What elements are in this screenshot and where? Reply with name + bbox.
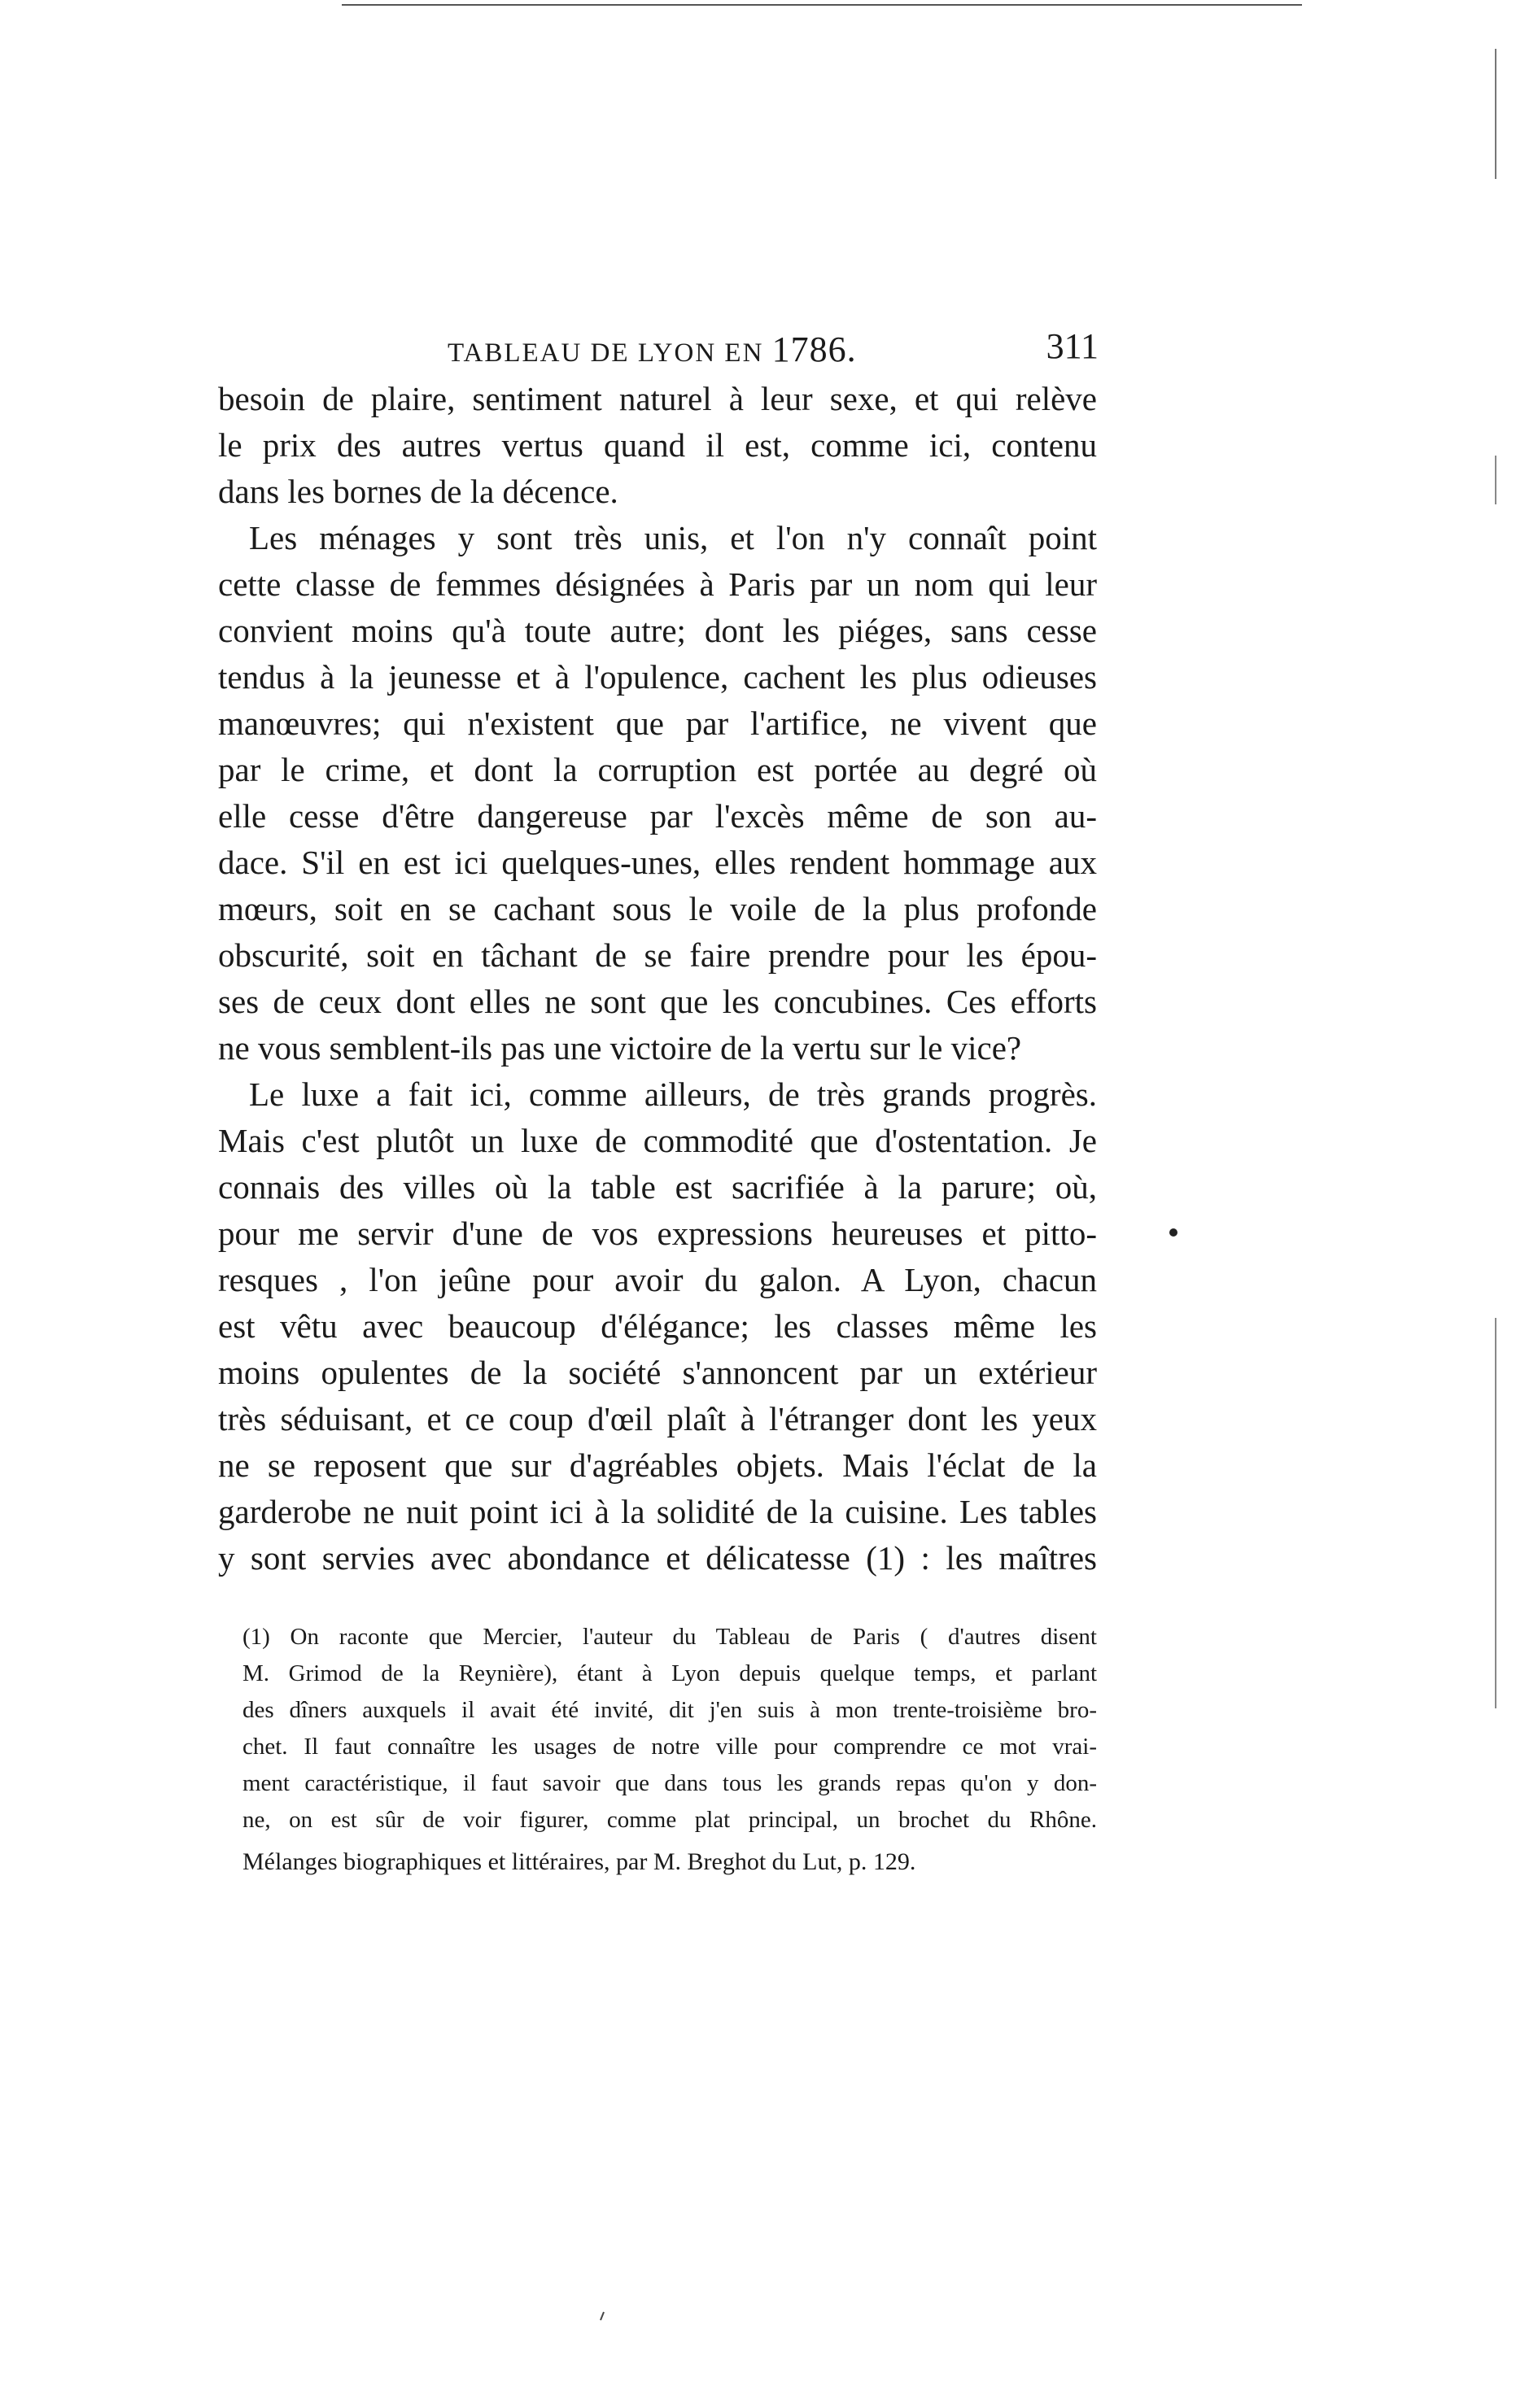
text-line: resques , l'on jeûne pour avoir du galon. A Lyon, chacun [218,1261,1097,1298]
text-line: y sont servies avec abondance et délicatesse (1) : les maîtres [218,1539,1097,1577]
running-title [448,329,857,370]
text-line: Le luxe a fait ici, comme ailleurs, de très grands progrès. [249,1075,1097,1113]
text-line: garderobe ne nuit point ici à la solidité de la cuisine. Les tables [218,1493,1097,1530]
text-line: très séduisant, et ce coup d'œil plaît à l'étranger dont les yeux [218,1400,1097,1437]
text-line: moins opulentes de la société s'annoncent par un extérieur [218,1354,1097,1391]
page-number: 311 [1046,326,1099,366]
text-line: convient moins qu'à toute autre; dont les piéges, sans cesse [218,612,1097,649]
text-line: Mais c'est plutôt un luxe de commodité que d'ostentation. Je [218,1122,1097,1159]
text-line: est vêtu avec beaucoup d'élégance; les classes même les [218,1307,1097,1345]
text-line: dace. S'il en est ici quelques-unes, elles rendent hommage aux [218,844,1097,881]
footnote-source: Mélanges biographiques et littéraires, par M. Breghot du Lut, p. 129. [242,1848,916,1875]
text-line: obscurité, soit en tâchant de se faire prendre pour les épou- [218,936,1097,974]
text-line: le prix des autres vertus quand il est, comme ici, contenu [218,426,1097,464]
stray-dot [1169,1228,1177,1237]
footnotes [242,1619,1097,1880]
text-line: manœuvres; qui n'existent que par l'artifice, ne vivent que [218,705,1097,742]
text-line: mœurs, soit en se cachant sous le voile de la plus profonde [218,890,1097,927]
body-text [218,376,1097,1581]
text-line: connais des villes où la table est sacrifiée à la parure; où, [218,1168,1097,1206]
footnote-line: M. Grimod de la Reynière), étant à Lyon depuis quelque temps, et parlant [242,1660,1097,1686]
footnote-line: chet. Il faut connaître les usages de notre ville pour comprendre ce mot vrai- [242,1734,1097,1760]
text-line: Les ménages y sont très unis, et l'on n'y connaît point [249,519,1097,556]
text-line: par le crime, et dont la corruption est portée au degré où [218,751,1097,788]
text-line: cette classe de femmes désignées à Paris par un nom qui leur [218,565,1097,603]
text-line: dans les bornes de la décence. [218,473,618,510]
running-title-year: 1786. [771,329,857,369]
text-line: besoin de plaire, sentiment naturel à leur sexe, et qui relève [218,380,1097,417]
footnote-line: ne, on est sûr de voir figurer, comme plat principal, un brochet du Rhône. [242,1807,1097,1833]
text-line: ne vous semblent-ils pas une victoire de la vertu sur le vice? [218,1029,1022,1067]
text-line: ne se reposent que sur d'agréables objets. Mais l'éclat de la [218,1446,1097,1484]
stray-mark [601,2312,604,2320]
page-header [448,325,1099,374]
text-line: tendus à la jeunesse et à l'opulence, cachent les plus odieuses [218,658,1097,696]
footnote-line: des dîners auxquels il avait été invité, dit j'en suis à mon trente-troisième bro- [242,1697,1097,1723]
footnote-line: ment caractéristique, il faut savoir que dans tous les grands repas qu'on y don- [242,1770,1097,1796]
text-line: ses de ceux dont elles ne sont que les concubines. Ces efforts [218,983,1097,1020]
running-title-text: TABLEAU DE LYON EN [448,338,764,368]
footnote-line: (1) On raconte que Mercier, l'auteur du Tableau de Paris ( d'autres disent [242,1624,1097,1650]
text-line: pour me servir d'une de vos expressions heureuses et pitto- [218,1215,1097,1252]
text-line: elle cesse d'être dangereuse par l'excès même de son au- [218,797,1097,835]
